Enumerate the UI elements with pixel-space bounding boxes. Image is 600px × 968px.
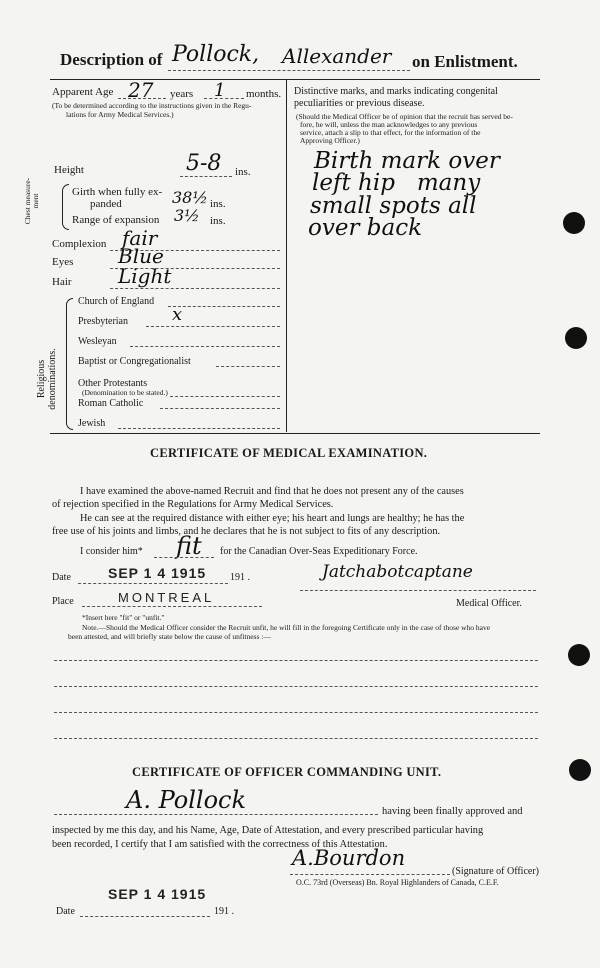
unfit-line-1 bbox=[54, 660, 538, 661]
girth-label-1: Girth when fully ex- bbox=[72, 186, 163, 198]
officer-date-label: Date bbox=[56, 906, 75, 917]
officer-p-line3: been recorded, I certify that I am satisfied with the correctness of this Attestation. bbox=[52, 839, 388, 850]
medical-note-1: Note.—Should the Medical Officer consider the Recruit unfit, he will fill in the foregoing Certificate only in the case of those who have bbox=[82, 623, 491, 632]
range-label: Range of expansion bbox=[72, 214, 160, 226]
rel-line-7 bbox=[118, 428, 280, 429]
rel-other-prot: Other Protestants bbox=[78, 378, 148, 389]
months-word: months. bbox=[246, 88, 282, 100]
marks-hand-2: left hip many bbox=[312, 170, 481, 196]
medical-footnote: *Insert here "fit" or "unfit." bbox=[82, 613, 165, 622]
rel-presbyterian: Presbyterian bbox=[78, 316, 128, 327]
consider-line bbox=[154, 557, 214, 558]
punch-hole-3 bbox=[568, 644, 590, 666]
marks-hand-3: small spots all bbox=[310, 193, 477, 219]
height-val: 5-8 bbox=[186, 151, 222, 176]
height-label: Height bbox=[54, 164, 84, 176]
officer-date-line bbox=[80, 916, 210, 917]
girth-label-2: panded bbox=[90, 198, 122, 210]
medical-p2-line1: He can see at the required distance with either eye; his heart and lungs are healthy; he has the bbox=[80, 513, 465, 524]
hair-val: Light bbox=[118, 264, 172, 288]
rel-roman-catholic: Roman Catholic bbox=[78, 398, 144, 409]
consider-prefix: I consider him* bbox=[80, 546, 143, 557]
marks-note-1: (Should the Medical Officer be of opinion that the recruit has served be- bbox=[296, 112, 513, 121]
medical-sig-line bbox=[300, 590, 536, 591]
place-line bbox=[82, 606, 262, 607]
chest-side-label: Chest measure-ment bbox=[23, 177, 40, 225]
place-label: Place bbox=[52, 596, 74, 607]
ins-2: ins. bbox=[210, 198, 226, 210]
officer-sig-label: (Signature of Officer) bbox=[452, 866, 540, 877]
age-note-2: lations for Army Medical Services.) bbox=[66, 110, 174, 119]
medical-officer-label: Medical Officer. bbox=[456, 598, 522, 609]
column-divider bbox=[286, 80, 287, 432]
marks-note-3: service, attach a slip to that effect, for the information of the bbox=[300, 128, 481, 137]
rel-line-5 bbox=[170, 396, 280, 397]
medical-p1-line1: I have examined the above-named Recruit and find that he does not present any of the causes bbox=[80, 486, 464, 497]
ins-1: ins. bbox=[235, 166, 251, 178]
eyes-val: Blue bbox=[118, 244, 164, 268]
medical-title: CERTIFICATE OF MEDICAL EXAMINATION. bbox=[150, 446, 428, 460]
range-val: 3½ bbox=[174, 206, 200, 225]
rel-line-6 bbox=[160, 408, 280, 409]
punch-hole-2 bbox=[565, 327, 587, 349]
height-line bbox=[180, 176, 232, 177]
rel-line-1 bbox=[168, 306, 280, 307]
officer-date-stamp: SEP 1 4 1915 bbox=[108, 886, 207, 902]
marks-title-1: Distinctive marks, and marks indicating congenital bbox=[294, 86, 498, 97]
rel-wesleyan: Wesleyan bbox=[78, 336, 117, 347]
consider-suffix: for the Canadian Over-Seas Expeditionary Force. bbox=[220, 546, 418, 557]
punch-hole-4 bbox=[569, 759, 591, 781]
place-stamp: MONTREAL bbox=[118, 590, 215, 605]
rel-other-prot-note: (Denomination to be stated.) bbox=[82, 388, 168, 397]
medical-p2-line2: free use of his joints and limbs, and he declares that he is not subject to fits of any description. bbox=[52, 526, 441, 537]
medical-date-line bbox=[78, 583, 228, 584]
officer-name-line bbox=[54, 814, 378, 815]
header-rule bbox=[50, 79, 540, 80]
rel-line-3 bbox=[130, 346, 280, 347]
rel-jewish: Jewish bbox=[78, 418, 106, 429]
girth-val: 38½ bbox=[172, 188, 208, 207]
officer-sig-line bbox=[290, 874, 450, 875]
age-note-1: (To be determined according to the instructions given in the Regu- bbox=[52, 101, 252, 110]
eyes-label: Eyes bbox=[52, 256, 74, 268]
medical-date-year: 191 . bbox=[230, 572, 250, 583]
surname-handwritten: Pollock, bbox=[172, 42, 260, 67]
rel-line-2 bbox=[146, 326, 280, 327]
medical-date-stamp: SEP 1 4 1915 bbox=[108, 565, 207, 581]
age-years-line bbox=[118, 98, 166, 99]
medical-date-label: Date bbox=[52, 572, 71, 583]
rel-church-england: Church of England bbox=[78, 296, 155, 307]
presbyterian-mark: x bbox=[172, 304, 183, 325]
ins-3: ins. bbox=[210, 215, 226, 227]
given-name-handwritten: Allexander bbox=[282, 44, 392, 68]
years-word: years bbox=[170, 88, 194, 100]
religion-brace bbox=[66, 298, 73, 430]
punch-hole-1 bbox=[563, 212, 585, 234]
marks-hand-1: Birth mark over bbox=[314, 148, 500, 174]
hair-label: Hair bbox=[52, 276, 72, 288]
medical-note-2: been attested, and will briefly state below the cause of unfitness :— bbox=[68, 632, 271, 641]
complexion-val: fair bbox=[122, 226, 158, 250]
marks-title-2: peculiarities or previous disease. bbox=[294, 98, 425, 109]
officer-p-line2: inspected by me this day, and his Name, Age, Date of Attestation, and every prescribed particular having bbox=[52, 825, 484, 836]
medical-p1-line2: of rejection specified in the Regulations for Army Medical Services. bbox=[52, 499, 334, 510]
description-suffix: on Enlistment. bbox=[412, 52, 518, 71]
medical-signature: Jatchabotcaptane bbox=[322, 562, 473, 582]
consider-val: fit bbox=[176, 532, 202, 560]
officer-date-year: 191 . bbox=[214, 906, 234, 917]
marks-note-2: fore, he will, unless the man acknowledges to any previous bbox=[300, 120, 478, 129]
age-label: Apparent Age bbox=[52, 86, 114, 98]
marks-note-4: Approving Officer.) bbox=[300, 136, 360, 145]
unfit-line-2 bbox=[54, 686, 538, 687]
section-rule-1 bbox=[50, 433, 540, 434]
name-dotted-line bbox=[168, 70, 410, 71]
officer-title: CERTIFICATE OF OFFICER COMMANDING UNIT. bbox=[132, 765, 442, 779]
officer-signature: A.Bourdon bbox=[292, 846, 406, 870]
age-years-val: 27 bbox=[128, 78, 154, 102]
unfit-line-4 bbox=[54, 738, 538, 739]
description-prefix: Description of bbox=[60, 50, 163, 69]
officer-unit-stamp: O.C. 73rd (Overseas) Bn. Royal Highlanders of Canada, C.E.F. bbox=[296, 878, 499, 887]
marks-hand-4: over back bbox=[308, 215, 423, 241]
officer-name-hand: A. Pollock bbox=[126, 786, 246, 814]
chest-brace bbox=[62, 184, 69, 230]
rel-line-4 bbox=[216, 366, 280, 367]
complexion-label: Complexion bbox=[52, 238, 107, 250]
religion-side-label: Religious denominations. bbox=[36, 348, 58, 410]
age-months-line bbox=[204, 98, 244, 99]
age-months-val: 1 bbox=[214, 80, 226, 101]
rel-baptist: Baptist or Congregationalist bbox=[78, 356, 191, 367]
officer-p-line1: having been finally approved and bbox=[382, 806, 523, 817]
hair-line bbox=[110, 288, 280, 289]
unfit-line-3 bbox=[54, 712, 538, 713]
